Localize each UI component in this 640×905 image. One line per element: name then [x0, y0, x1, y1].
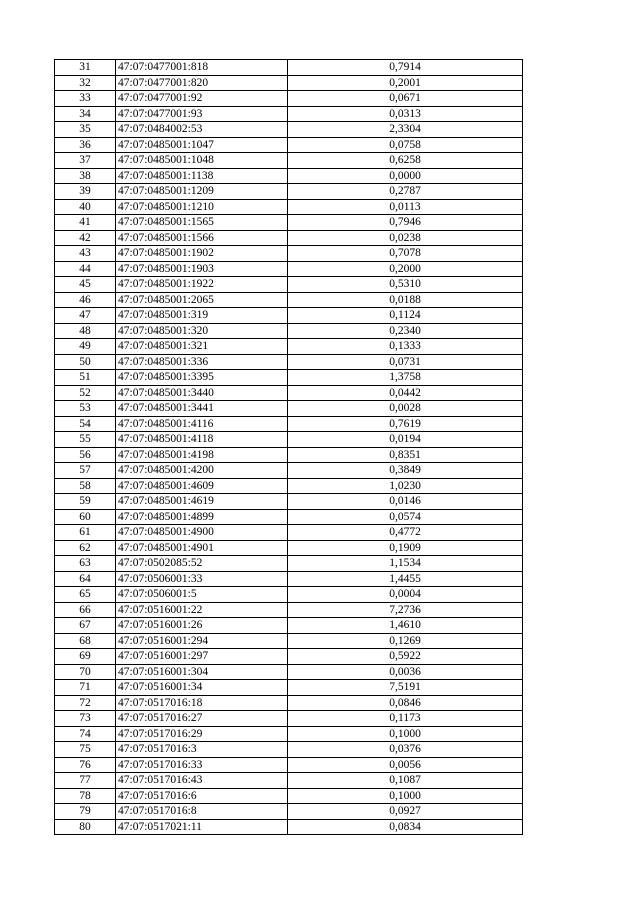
area-cell: 0,0834 — [288, 819, 523, 835]
row-number-cell: 78 — [55, 788, 116, 804]
row-number-cell: 57 — [55, 463, 116, 479]
table-row — [55, 354, 523, 370]
table-row — [55, 618, 523, 634]
table-row — [55, 587, 523, 603]
row-number-cell: 47 — [55, 308, 116, 324]
row-number-cell: 32 — [55, 75, 116, 91]
area-cell: 7,2736 — [288, 602, 523, 618]
row-number-cell: 73 — [55, 711, 116, 727]
area-cell: 0,1124 — [288, 308, 523, 324]
cadastral-number-cell: 47:07:0485001:321 — [116, 339, 288, 355]
row-number-cell: 41 — [55, 215, 116, 231]
row-number-cell: 72 — [55, 695, 116, 711]
cadastral-number-cell: 47:07:0485001:3440 — [116, 385, 288, 401]
row-number-cell: 53 — [55, 401, 116, 417]
row-number-cell: 49 — [55, 339, 116, 355]
cadastral-number-cell: 47:07:0485001:1902 — [116, 246, 288, 262]
table-row — [55, 401, 523, 417]
cadastral-number-cell: 47:07:0517016:18 — [116, 695, 288, 711]
cadastral-number-cell: 47:07:0485001:1566 — [116, 230, 288, 246]
table-row — [55, 308, 523, 324]
row-number-cell: 65 — [55, 587, 116, 603]
table-row — [55, 649, 523, 665]
cadastral-number-cell: 47:07:0485001:336 — [116, 354, 288, 370]
row-number-cell: 48 — [55, 323, 116, 339]
area-cell: 0,0194 — [288, 432, 523, 448]
cadastral-number-cell: 47:07:0485001:1138 — [116, 168, 288, 184]
area-cell: 0,1333 — [288, 339, 523, 355]
table-body — [55, 60, 523, 835]
table-row — [55, 602, 523, 618]
row-number-cell: 66 — [55, 602, 116, 618]
cadastral-number-cell: 47:07:0485001:1210 — [116, 199, 288, 215]
area-cell: 0,0146 — [288, 494, 523, 510]
table-row — [55, 385, 523, 401]
row-number-cell: 52 — [55, 385, 116, 401]
area-cell: 0,1269 — [288, 633, 523, 649]
row-number-cell: 56 — [55, 447, 116, 463]
row-number-cell: 80 — [55, 819, 116, 835]
row-number-cell: 61 — [55, 525, 116, 541]
cadastral-number-cell: 47:07:0516001:22 — [116, 602, 288, 618]
row-number-cell: 69 — [55, 649, 116, 665]
table-row — [55, 525, 523, 541]
area-cell: 0,2001 — [288, 75, 523, 91]
cadastral-number-cell: 47:07:0485001:3395 — [116, 370, 288, 386]
cadastral-number-cell: 47:07:0516001:34 — [116, 680, 288, 696]
area-cell: 0,0004 — [288, 587, 523, 603]
cadastral-number-cell: 47:07:0502085:52 — [116, 556, 288, 572]
row-number-cell: 63 — [55, 556, 116, 572]
table-row — [55, 711, 523, 727]
cadastral-number-cell: 47:07:0517016:27 — [116, 711, 288, 727]
area-cell: 0,5310 — [288, 277, 523, 293]
area-cell: 0,2000 — [288, 261, 523, 277]
table-row — [55, 323, 523, 339]
area-cell: 0,1173 — [288, 711, 523, 727]
table-row — [55, 246, 523, 262]
row-number-cell: 31 — [55, 60, 116, 76]
cadastral-number-cell: 47:07:0485001:4118 — [116, 432, 288, 448]
cadastral-number-cell: 47:07:0506001:33 — [116, 571, 288, 587]
area-cell: 0,7078 — [288, 246, 523, 262]
area-cell: 0,5922 — [288, 649, 523, 665]
area-cell: 0,0188 — [288, 292, 523, 308]
area-cell: 0,2340 — [288, 323, 523, 339]
area-cell: 0,0758 — [288, 137, 523, 153]
cadastral-number-cell: 47:07:0485001:4899 — [116, 509, 288, 525]
table-row — [55, 137, 523, 153]
area-cell: 0,0846 — [288, 695, 523, 711]
table-row — [55, 277, 523, 293]
row-number-cell: 77 — [55, 773, 116, 789]
area-cell: 0,0313 — [288, 106, 523, 122]
table-row — [55, 695, 523, 711]
row-number-cell: 71 — [55, 680, 116, 696]
table-row — [55, 664, 523, 680]
cadastral-number-cell: 47:07:0485001:4900 — [116, 525, 288, 541]
table-row — [55, 757, 523, 773]
table-row — [55, 478, 523, 494]
row-number-cell: 76 — [55, 757, 116, 773]
row-number-cell: 74 — [55, 726, 116, 742]
table-row — [55, 447, 523, 463]
cadastral-number-cell: 47:07:0517016:3 — [116, 742, 288, 758]
area-cell: 1,1534 — [288, 556, 523, 572]
area-cell: 0,1087 — [288, 773, 523, 789]
cadastral-number-cell: 47:07:0477001:818 — [116, 60, 288, 76]
row-number-cell: 60 — [55, 509, 116, 525]
area-cell: 0,3849 — [288, 463, 523, 479]
table-row — [55, 742, 523, 758]
row-number-cell: 45 — [55, 277, 116, 293]
area-cell: 0,6258 — [288, 153, 523, 169]
table-row — [55, 75, 523, 91]
cadastral-number-cell: 47:07:0477001:820 — [116, 75, 288, 91]
cadastral-number-cell: 47:07:0516001:297 — [116, 649, 288, 665]
row-number-cell: 79 — [55, 804, 116, 820]
cadastral-number-cell: 47:07:0517016:8 — [116, 804, 288, 820]
area-cell: 0,7946 — [288, 215, 523, 231]
row-number-cell: 68 — [55, 633, 116, 649]
area-cell: 0,0028 — [288, 401, 523, 417]
area-cell: 7,5191 — [288, 680, 523, 696]
cadastral-number-cell: 47:07:0485001:1209 — [116, 184, 288, 200]
cadastral-number-cell: 47:07:0485001:3441 — [116, 401, 288, 417]
area-cell: 0,0036 — [288, 664, 523, 680]
area-cell: 0,0442 — [288, 385, 523, 401]
cadastral-number-cell: 47:07:0485001:1565 — [116, 215, 288, 231]
cadastral-number-cell: 47:07:0516001:26 — [116, 618, 288, 634]
area-cell: 0,0671 — [288, 91, 523, 107]
table-row — [55, 509, 523, 525]
row-number-cell: 38 — [55, 168, 116, 184]
row-number-cell: 64 — [55, 571, 116, 587]
table-row — [55, 416, 523, 432]
table-row — [55, 432, 523, 448]
cadastral-number-cell: 47:07:0485001:320 — [116, 323, 288, 339]
table-row — [55, 60, 523, 76]
area-cell: 0,0376 — [288, 742, 523, 758]
row-number-cell: 44 — [55, 261, 116, 277]
row-number-cell: 51 — [55, 370, 116, 386]
row-number-cell: 58 — [55, 478, 116, 494]
cadastral-number-cell: 47:07:0485001:2065 — [116, 292, 288, 308]
row-number-cell: 59 — [55, 494, 116, 510]
table-row — [55, 726, 523, 742]
cadastral-number-cell: 47:07:0506001:5 — [116, 587, 288, 603]
row-number-cell: 67 — [55, 618, 116, 634]
table-row — [55, 633, 523, 649]
area-cell: 0,1000 — [288, 788, 523, 804]
area-cell: 0,0927 — [288, 804, 523, 820]
table-row — [55, 184, 523, 200]
row-number-cell: 35 — [55, 122, 116, 138]
cadastral-number-cell: 47:07:0485001:4901 — [116, 540, 288, 556]
table-row — [55, 230, 523, 246]
area-cell: 0,0238 — [288, 230, 523, 246]
table-row — [55, 339, 523, 355]
table-row — [55, 106, 523, 122]
table-row — [55, 168, 523, 184]
table-row — [55, 91, 523, 107]
row-number-cell: 75 — [55, 742, 116, 758]
table-row — [55, 261, 523, 277]
area-cell: 0,0056 — [288, 757, 523, 773]
cadastral-number-cell: 47:07:0485001:1047 — [116, 137, 288, 153]
table-row — [55, 122, 523, 138]
row-number-cell: 34 — [55, 106, 116, 122]
area-cell: 0,2787 — [288, 184, 523, 200]
cadastral-number-cell: 47:07:0485001:1048 — [116, 153, 288, 169]
table-row — [55, 153, 523, 169]
table-row — [55, 788, 523, 804]
table-row — [55, 199, 523, 215]
area-cell: 0,4772 — [288, 525, 523, 541]
row-number-cell: 70 — [55, 664, 116, 680]
table-row — [55, 571, 523, 587]
cadastral-number-cell: 47:07:0517016:43 — [116, 773, 288, 789]
table-row — [55, 215, 523, 231]
area-cell: 0,0574 — [288, 509, 523, 525]
cadastral-number-cell: 47:07:0485001:1903 — [116, 261, 288, 277]
table-row — [55, 804, 523, 820]
table-row — [55, 773, 523, 789]
cadastral-number-cell: 47:07:0485001:4200 — [116, 463, 288, 479]
area-cell: 0,0000 — [288, 168, 523, 184]
table-row — [55, 819, 523, 835]
row-number-cell: 50 — [55, 354, 116, 370]
cadastral-table — [54, 59, 523, 835]
cadastral-number-cell: 47:07:0485001:4116 — [116, 416, 288, 432]
area-cell: 0,1000 — [288, 726, 523, 742]
table-row — [55, 494, 523, 510]
table-row — [55, 556, 523, 572]
area-cell: 0,1909 — [288, 540, 523, 556]
area-cell: 1,3758 — [288, 370, 523, 386]
cadastral-number-cell: 47:07:0485001:4619 — [116, 494, 288, 510]
cadastral-number-cell: 47:07:0485001:319 — [116, 308, 288, 324]
table-row — [55, 680, 523, 696]
row-number-cell: 33 — [55, 91, 116, 107]
area-cell: 0,0731 — [288, 354, 523, 370]
cadastral-number-cell: 47:07:0517016:29 — [116, 726, 288, 742]
table-row — [55, 540, 523, 556]
area-cell: 1,0230 — [288, 478, 523, 494]
row-number-cell: 55 — [55, 432, 116, 448]
row-number-cell: 54 — [55, 416, 116, 432]
area-cell: 0,7914 — [288, 60, 523, 76]
row-number-cell: 37 — [55, 153, 116, 169]
cadastral-number-cell: 47:07:0517016:6 — [116, 788, 288, 804]
area-cell: 2,3304 — [288, 122, 523, 138]
table-row — [55, 292, 523, 308]
row-number-cell: 36 — [55, 137, 116, 153]
row-number-cell: 62 — [55, 540, 116, 556]
cadastral-number-cell: 47:07:0485001:4609 — [116, 478, 288, 494]
cadastral-number-cell: 47:07:0485001:1922 — [116, 277, 288, 293]
area-cell: 1,4455 — [288, 571, 523, 587]
cadastral-number-cell: 47:07:0516001:304 — [116, 664, 288, 680]
area-cell: 0,7619 — [288, 416, 523, 432]
cadastral-number-cell: 47:07:0516001:294 — [116, 633, 288, 649]
cadastral-number-cell: 47:07:0517016:33 — [116, 757, 288, 773]
area-cell: 0,0113 — [288, 199, 523, 215]
row-number-cell: 40 — [55, 199, 116, 215]
row-number-cell: 46 — [55, 292, 116, 308]
table-row — [55, 463, 523, 479]
row-number-cell: 43 — [55, 246, 116, 262]
row-number-cell: 42 — [55, 230, 116, 246]
area-cell: 0,8351 — [288, 447, 523, 463]
table-row — [55, 370, 523, 386]
cadastral-number-cell: 47:07:0477001:93 — [116, 106, 288, 122]
cadastral-number-cell: 47:07:0477001:92 — [116, 91, 288, 107]
cadastral-number-cell: 47:07:0484002:53 — [116, 122, 288, 138]
row-number-cell: 39 — [55, 184, 116, 200]
area-cell: 1,4610 — [288, 618, 523, 634]
cadastral-number-cell: 47:07:0517021:11 — [116, 819, 288, 835]
cadastral-number-cell: 47:07:0485001:4198 — [116, 447, 288, 463]
